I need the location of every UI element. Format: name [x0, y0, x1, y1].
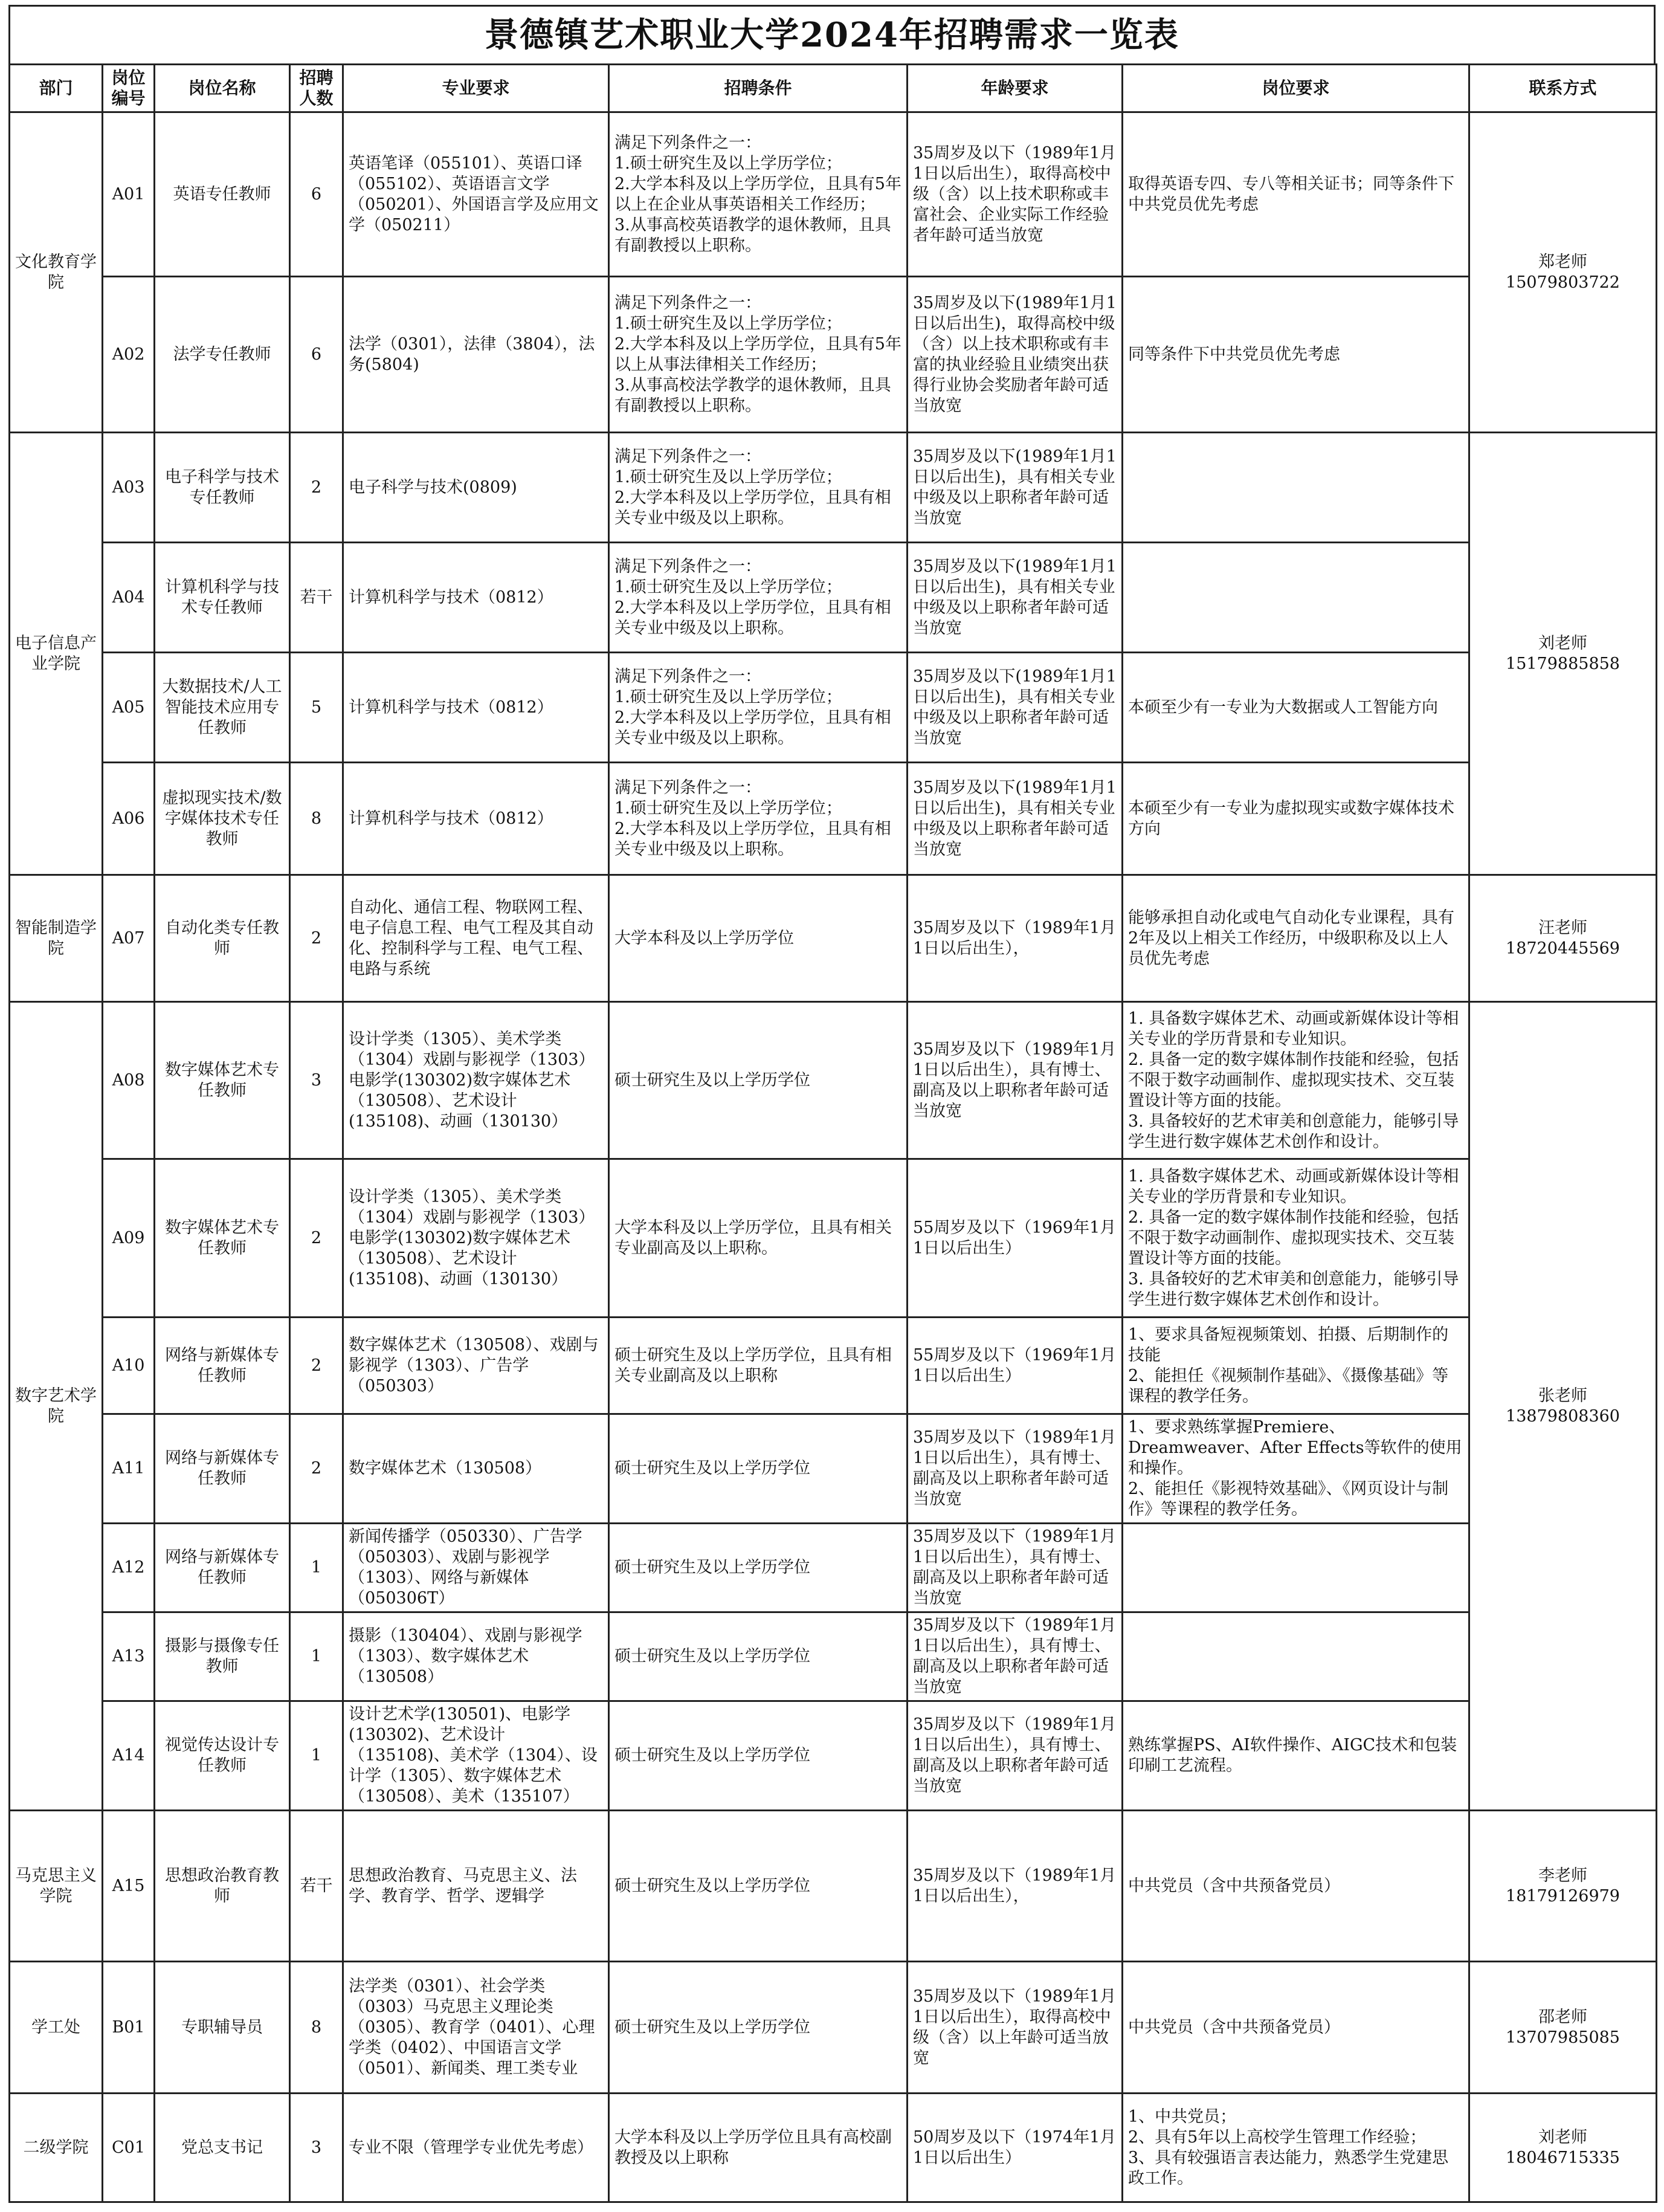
position-name-cell: 自动化类专任教师: [155, 875, 290, 1002]
conditions-cell: [609, 653, 908, 763]
text-line: 硕士研究生及以上学历学位，且具有相关专业副高及以上职称: [614, 1345, 892, 1385]
headcount-cell: 5: [290, 653, 343, 763]
contact-person: 刘老师: [1538, 2127, 1587, 2147]
text-line: 3. 具备较好的艺术审美和创意能力，能够引导学生进行数字媒体艺术创作和设计。: [1128, 1111, 1459, 1151]
headcount-cell: 2: [290, 875, 343, 1002]
conditions-cell: [609, 1159, 908, 1318]
text-line: 满足下列条件之一：: [614, 293, 761, 312]
position-code-cell: A01: [103, 112, 155, 277]
headcount-cell: 3: [290, 2094, 343, 2202]
headcount-cell: 2: [290, 433, 343, 543]
contact-phone: 18179126979: [1506, 1886, 1620, 1906]
headcount-cell: 6: [290, 277, 343, 433]
conditions-cell: [609, 1612, 908, 1701]
contact-person: 李老师: [1538, 1866, 1587, 1885]
position-name-cell: 网络与新媒体专任教师: [155, 1524, 290, 1612]
text-line: 满足下列条件之一：: [614, 133, 761, 152]
position-name-cell: 计算机科学与技术专任教师: [155, 543, 290, 653]
text-line: 满足下列条件之一：: [614, 557, 761, 576]
text-line: 1.硕士研究生及以上学历学位；: [614, 798, 842, 818]
dept-cell: 马克思主义学院: [10, 1811, 103, 1962]
contact-phone: 13707985085: [1506, 2028, 1620, 2047]
contact-person: 邵老师: [1538, 2007, 1587, 2026]
table-row: [10, 112, 1657, 277]
text-line: 2.大学本科及以上学历学位，且具有相关专业中级及以上职称。: [614, 488, 891, 528]
conditions-cell: [609, 1318, 908, 1414]
contact-cell: [1469, 1811, 1657, 1962]
table-row: [10, 763, 1657, 875]
position-name-cell: 虚拟现实技术/数字媒体技术专任教师: [155, 763, 290, 875]
text-line: 1.硕士研究生及以上学历学位；: [614, 577, 842, 597]
headcount-cell: 2: [290, 1318, 343, 1414]
header-age: 年龄要求: [908, 65, 1123, 112]
position-name-cell: 大数据技术/人工智能技术应用专任教师: [155, 653, 290, 763]
requirements-cell: [1123, 1002, 1469, 1159]
position-name-cell: 专职辅导员: [155, 1962, 290, 2094]
position-name-cell: 网络与新媒体专任教师: [155, 1414, 290, 1524]
text-line: 熟练掌握PS、AI软件操作、AIGC技术和包装印刷工艺流程。: [1128, 1736, 1457, 1775]
major-cell: 数字媒体艺术（130508）: [343, 1414, 609, 1524]
contact-person: 汪老师: [1538, 918, 1587, 937]
position-name-cell: 视觉传达设计专任教师: [155, 1701, 290, 1811]
position-name-cell: 电子科学与技术专任教师: [155, 433, 290, 543]
headcount-cell: 若干: [290, 543, 343, 653]
position-name-cell: 摄影与摄像专任教师: [155, 1612, 290, 1701]
age-cell: 35周岁及以下(1989年1月1日以后出生)，具有相关专业中级及以上职称者年龄可适当放宽: [908, 543, 1123, 653]
age-cell: 35周岁及以下(1989年1月1日以后出生)，具有相关专业中级及以上职称者年龄可适当放宽: [908, 763, 1123, 875]
headcount-cell: 3: [290, 1002, 343, 1159]
header-conditions: 招聘条件: [609, 65, 908, 112]
age-cell: 35周岁及以下（1989年1月1日以后出生），具有博士、副高及以上职称者年龄可适当放宽: [908, 1002, 1123, 1159]
position-code-cell: A10: [103, 1318, 155, 1414]
headcount-cell: 6: [290, 112, 343, 277]
conditions-cell: [609, 1002, 908, 1159]
requirements-cell: [1123, 1414, 1469, 1524]
dept-cell: 数字艺术学院: [10, 1002, 103, 1811]
text-line: 1. 具备数字媒体艺术、动画或新媒体设计等相关专业的学历背景和专业知识。: [1128, 1166, 1459, 1206]
text-line: 硕士研究生及以上学历学位: [614, 1647, 810, 1666]
text-line: 2、具有5年以上高校学生管理工作经验；: [1128, 2127, 1427, 2147]
text-line: 2.大学本科及以上学历学位，且具有相关专业中级及以上职称。: [614, 819, 891, 859]
age-cell: 35周岁及以下(1989年1月1日以后出生)，取得高校中级（含）以上技术职称或有丰富的执业经验且业绩突出获得行业协会奖励者年龄可适当放宽: [908, 277, 1123, 433]
position-code-cell: A12: [103, 1524, 155, 1612]
headcount-cell: 2: [290, 1159, 343, 1318]
contact-cell: [1469, 1962, 1657, 2094]
age-cell: 35周岁及以下（1989年1月1日以后出生），取得高校中级（含）以上技术职称或丰富社会、企业实际工作经验者年龄可适当放宽: [908, 112, 1123, 277]
age-cell: 50周岁及以下（1974年1月1日以后出生）: [908, 2094, 1123, 2202]
table-row: [10, 1962, 1657, 2094]
contact-cell: [1469, 1002, 1657, 1811]
age-cell: 35周岁及以下（1989年1月1日以后出生），: [908, 1811, 1123, 1962]
table-body: [10, 112, 1657, 2202]
text-line: 1. 具备数字媒体艺术、动画或新媒体设计等相关专业的学历背景和专业知识。: [1128, 1009, 1459, 1049]
position-code-cell: A02: [103, 277, 155, 433]
text-line: 硕士研究生及以上学历学位: [614, 1070, 810, 1090]
text-line: 1、要求熟练掌握Premiere、Dreamweaver、After Effects等软件的使用和操作。: [1128, 1418, 1462, 1478]
age-cell: 35周岁及以下（1989年1月1日以后出生），具有博士、副高及以上职称者年龄可适当放宽: [908, 1612, 1123, 1701]
text-line: 满足下列条件之一：: [614, 667, 761, 686]
position-name-cell: 数字媒体艺术专任教师: [155, 1002, 290, 1159]
table-row: [10, 433, 1657, 543]
major-cell: 自动化、通信工程、物联网工程、电子信息工程、电气工程及其自动化、控制科学与工程、电气工程、电路与系统: [343, 875, 609, 1002]
headcount-cell: 8: [290, 1962, 343, 2094]
position-code-cell: A13: [103, 1612, 155, 1701]
position-code-cell: A09: [103, 1159, 155, 1318]
requirements-cell: [1123, 543, 1469, 653]
text-line: 1.硕士研究生及以上学历学位；: [614, 687, 842, 707]
text-line: 1、要求具备短视频策划、拍摄、后期制作的技能: [1128, 1325, 1449, 1365]
position-name-cell: 英语专任教师: [155, 112, 290, 277]
header-count: 招聘人数: [290, 65, 343, 112]
table-row: [10, 277, 1657, 433]
text-line: 1、中共党员；: [1128, 2107, 1237, 2126]
conditions-cell: [609, 2094, 908, 2202]
position-code-cell: A11: [103, 1414, 155, 1524]
header-row: [10, 65, 1657, 112]
age-cell: 55周岁及以下（1969年1月1日以后出生）: [908, 1159, 1123, 1318]
contact-phone: 15079803722: [1506, 273, 1620, 292]
conditions-cell: [609, 1524, 908, 1612]
text-line: 中共党员（含中共预备党员）: [1128, 1876, 1340, 1895]
conditions-cell: [609, 1962, 908, 2094]
text-line: 硕士研究生及以上学历学位: [614, 1876, 810, 1895]
headcount-cell: 若干: [290, 1811, 343, 1962]
requirements-cell: [1123, 1612, 1469, 1701]
table-row: [10, 1612, 1657, 1701]
text-line: 大学本科及以上学历学位: [614, 928, 794, 948]
headcount-cell: 2: [290, 1414, 343, 1524]
contact-phone: 15179885858: [1506, 654, 1620, 673]
text-line: 能够承担自动化或电气自动化专业课程，具有2年及以上相关工作经历，中级职称及以上人员优先考虑: [1128, 908, 1454, 968]
position-name-cell: 思想政治教育教师: [155, 1811, 290, 1962]
dept-cell: 二级学院: [10, 2094, 103, 2202]
major-cell: 数字媒体艺术（130508）、戏剧与影视学（1303）、广告学（050303）: [343, 1318, 609, 1414]
recruitment-table: [8, 63, 1657, 2203]
document: [8, 5, 1656, 2203]
major-cell: 法学类（0301）、社会学类（0303）马克思主义理论类（0305）、教育学（0401）、心理学类（0402）、中国语言文学（0501）、新闻类、理工类专业: [343, 1962, 609, 2094]
major-cell: 计算机科学与技术（0812）: [343, 543, 609, 653]
contact-cell: [1469, 2094, 1657, 2202]
age-cell: 35周岁及以下（1989年1月1日以后出生），具有博士、副高及以上职称者年龄可适当放宽: [908, 1524, 1123, 1612]
header-code: 岗位编号: [103, 65, 155, 112]
conditions-cell: [609, 875, 908, 1002]
text-line: 2.大学本科及以上学历学位，且具有5年以上在企业从事英语相关工作经历；: [614, 174, 901, 214]
text-line: 硕士研究生及以上学历学位: [614, 2017, 810, 2037]
text-line: 2.大学本科及以上学历学位，且具有5年以上从事法律相关工作经历；: [614, 334, 901, 374]
requirements-cell: [1123, 763, 1469, 875]
conditions-cell: [609, 112, 908, 277]
conditions-cell: [609, 1701, 908, 1811]
contact-phone: 18720445569: [1506, 939, 1620, 958]
requirements-cell: [1123, 1524, 1469, 1612]
major-cell: 摄影（130404）、戏剧与影视学（1303）、数字媒体艺术（130508）: [343, 1612, 609, 1701]
age-cell: 35周岁及以下（1989年1月1日以后出生），具有博士、副高及以上职称者年龄可适当放宽: [908, 1414, 1123, 1524]
text-line: 大学本科及以上学历学位，且具有相关专业副高及以上职称。: [614, 1218, 892, 1258]
position-code-cell: A05: [103, 653, 155, 763]
contact-phone: 18046715335: [1506, 2148, 1620, 2167]
table-row: [10, 1524, 1657, 1612]
contact-person: 张老师: [1538, 1386, 1587, 1405]
headcount-cell: 8: [290, 763, 343, 875]
text-line: 2.大学本科及以上学历学位，且具有相关专业中级及以上职称。: [614, 708, 891, 748]
table-row: [10, 1318, 1657, 1414]
text-line: 1.硕士研究生及以上学历学位；: [614, 314, 842, 333]
text-line: 硕士研究生及以上学历学位: [614, 1746, 810, 1765]
position-code-cell: C01: [103, 2094, 155, 2202]
age-cell: 35周岁及以下(1989年1月1日以后出生)，具有相关专业中级及以上职称者年龄可适当放宽: [908, 653, 1123, 763]
major-cell: 英语笔译（055101）、英语口译（055102）、英语语言文学（050201）、外国语言学及应用文学（050211）: [343, 112, 609, 277]
table-row: [10, 1002, 1657, 1159]
age-cell: 35周岁及以下（1989年1月1日以后出生），取得高校中级（含）以上年龄可适当放宽: [908, 1962, 1123, 2094]
conditions-cell: [609, 433, 908, 543]
position-name-cell: 法学专任教师: [155, 277, 290, 433]
position-code-cell: A04: [103, 543, 155, 653]
position-code-cell: A07: [103, 875, 155, 1002]
age-cell: 35周岁及以下(1989年1月1日以后出生)，具有相关专业中级及以上职称者年龄可适当放宽: [908, 433, 1123, 543]
header-contact: 联系方式: [1469, 65, 1657, 112]
text-line: 2. 具备一定的数字媒体制作技能和经验，包括不限于数字动画制作、虚拟现实技术、交互装置设计等方面的技能。: [1128, 1050, 1459, 1110]
header-major: 专业要求: [343, 65, 609, 112]
conditions-cell: [609, 1811, 908, 1962]
text-line: 2. 具备一定的数字媒体制作技能和经验，包括不限于数字动画制作、虚拟现实技术、交互装置设计等方面的技能。: [1128, 1208, 1459, 1268]
contact-cell: [1469, 433, 1657, 875]
major-cell: 设计学类（1305）、美术学类（1304）戏剧与影视学（1303）电影学(130302)数字媒体艺术（130508）、艺术设计(135108)、动画（130130）: [343, 1002, 609, 1159]
major-cell: 专业不限（管理学专业优先考虑）: [343, 2094, 609, 2202]
text-line: 3.从事高校法学教学的退休教师，且具有副教授以上职称。: [614, 375, 891, 415]
contact-person: 郑老师: [1538, 252, 1587, 271]
dept-cell: 学工处: [10, 1962, 103, 2094]
page-title: 景德镇艺术职业大学2024年招聘需求一览表: [8, 5, 1656, 63]
dept-cell: 文化教育学院: [10, 112, 103, 433]
table-row: [10, 1414, 1657, 1524]
text-line: 同等条件下中共党员优先考虑: [1128, 344, 1340, 364]
text-line: 3. 具备较好的艺术审美和创意能力，能够引导学生进行数字媒体艺术创作和设计。: [1128, 1269, 1459, 1309]
position-code-cell: A15: [103, 1811, 155, 1962]
text-line: 2、能担任《视频制作基础》、《摄像基础》等课程的教学任务。: [1128, 1366, 1449, 1406]
age-cell: 35周岁及以下（1989年1月1日以后出生），具有博士、副高及以上职称者年龄可适当放宽: [908, 1701, 1123, 1811]
position-code-cell: A06: [103, 763, 155, 875]
major-cell: 新闻传播学（050330）、广告学（050303）、戏剧与影视学（1303）、网络与新媒体（050306T）: [343, 1524, 609, 1612]
major-cell: 电子科学与技术(0809): [343, 433, 609, 543]
text-line: 硕士研究生及以上学历学位: [614, 1558, 810, 1577]
header-name: 岗位名称: [155, 65, 290, 112]
headcount-cell: 1: [290, 1524, 343, 1612]
text-line: 取得英语专四、专八等相关证书；同等条件下中共党员优先考虑: [1128, 174, 1454, 214]
conditions-cell: [609, 277, 908, 433]
requirements-cell: [1123, 277, 1469, 433]
requirements-cell: [1123, 433, 1469, 543]
dept-cell: 电子信息产业学院: [10, 433, 103, 875]
dept-cell: 智能制造学院: [10, 875, 103, 1002]
contact-person: 刘老师: [1538, 633, 1587, 653]
header-dept: 部门: [10, 65, 103, 112]
position-name-cell: 数字媒体艺术专任教师: [155, 1159, 290, 1318]
major-cell: 设计艺术学(130501)、电影学(130302)、艺术设计（135108)、美术学（1304）、设计学（1305）、数字媒体艺术（130508）、美术（135107）: [343, 1701, 609, 1811]
text-line: 2、能担任《影视特效基础》、《网页设计与制作》等课程的教学任务。: [1128, 1480, 1449, 1519]
position-code-cell: A14: [103, 1701, 155, 1811]
table-row: [10, 2094, 1657, 2202]
table-row: [10, 543, 1657, 653]
major-cell: 思想政治教育、马克思主义、法学、教育学、哲学、逻辑学: [343, 1811, 609, 1962]
requirements-cell: [1123, 653, 1469, 763]
conditions-cell: [609, 763, 908, 875]
text-line: 满足下列条件之一：: [614, 778, 761, 797]
text-line: 3、具有较强语言表达能力，熟悉学生党建思政工作。: [1128, 2148, 1449, 2188]
text-line: 大学本科及以上学历学位且具有高校副教授及以上职称: [614, 2127, 892, 2167]
table-row: [10, 1701, 1657, 1811]
major-cell: 计算机科学与技术（0812）: [343, 653, 609, 763]
text-line: 硕士研究生及以上学历学位: [614, 1459, 810, 1478]
requirements-cell: [1123, 875, 1469, 1002]
major-cell: 计算机科学与技术（0812）: [343, 763, 609, 875]
text-line: 1.硕士研究生及以上学历学位；: [614, 467, 842, 487]
header-requirements: 岗位要求: [1123, 65, 1469, 112]
conditions-cell: [609, 543, 908, 653]
text-line: 本硕至少有一专业为虚拟现实或数字媒体技术方向: [1128, 798, 1454, 838]
headcount-cell: 1: [290, 1701, 343, 1811]
position-name-cell: 党总支书记: [155, 2094, 290, 2202]
text-line: 2.大学本科及以上学历学位，且具有相关专业中级及以上职称。: [614, 598, 891, 638]
text-line: 中共党员（含中共预备党员）: [1128, 2017, 1340, 2037]
text-line: 3.从事高校英语教学的退休教师，且具有副教授以上职称。: [614, 215, 891, 255]
text-line: 1.硕士研究生及以上学历学位；: [614, 154, 842, 173]
text-line: 本硕至少有一专业为大数据或人工智能方向: [1128, 697, 1438, 717]
position-name-cell: 网络与新媒体专任教师: [155, 1318, 290, 1414]
position-code-cell: A08: [103, 1002, 155, 1159]
requirements-cell: [1123, 2094, 1469, 2202]
contact-cell: [1469, 875, 1657, 1002]
requirements-cell: [1123, 1811, 1469, 1962]
major-cell: 设计学类（1305）、美术学类（1304）戏剧与影视学（1303）电影学(130302)数字媒体艺术（130508）、艺术设计(135108)、动画（130130）: [343, 1159, 609, 1318]
requirements-cell: [1123, 1159, 1469, 1318]
age-cell: 35周岁及以下（1989年1月1日以后出生），: [908, 875, 1123, 1002]
text-line: 满足下列条件之一：: [614, 447, 761, 466]
table-row: [10, 1811, 1657, 1962]
table-row: [10, 1159, 1657, 1318]
requirements-cell: [1123, 1318, 1469, 1414]
conditions-cell: [609, 1414, 908, 1524]
headcount-cell: 1: [290, 1612, 343, 1701]
requirements-cell: [1123, 1962, 1469, 2094]
major-cell: 法学（0301），法律（3804），法务(5804): [343, 277, 609, 433]
position-code-cell: A03: [103, 433, 155, 543]
age-cell: 55周岁及以下（1969年1月1日以后出生）: [908, 1318, 1123, 1414]
position-code-cell: B01: [103, 1962, 155, 2094]
requirements-cell: [1123, 1701, 1469, 1811]
contact-cell: [1469, 112, 1657, 433]
table-row: [10, 653, 1657, 763]
contact-phone: 13879808360: [1506, 1406, 1620, 1426]
table-row: [10, 875, 1657, 1002]
requirements-cell: [1123, 112, 1469, 277]
